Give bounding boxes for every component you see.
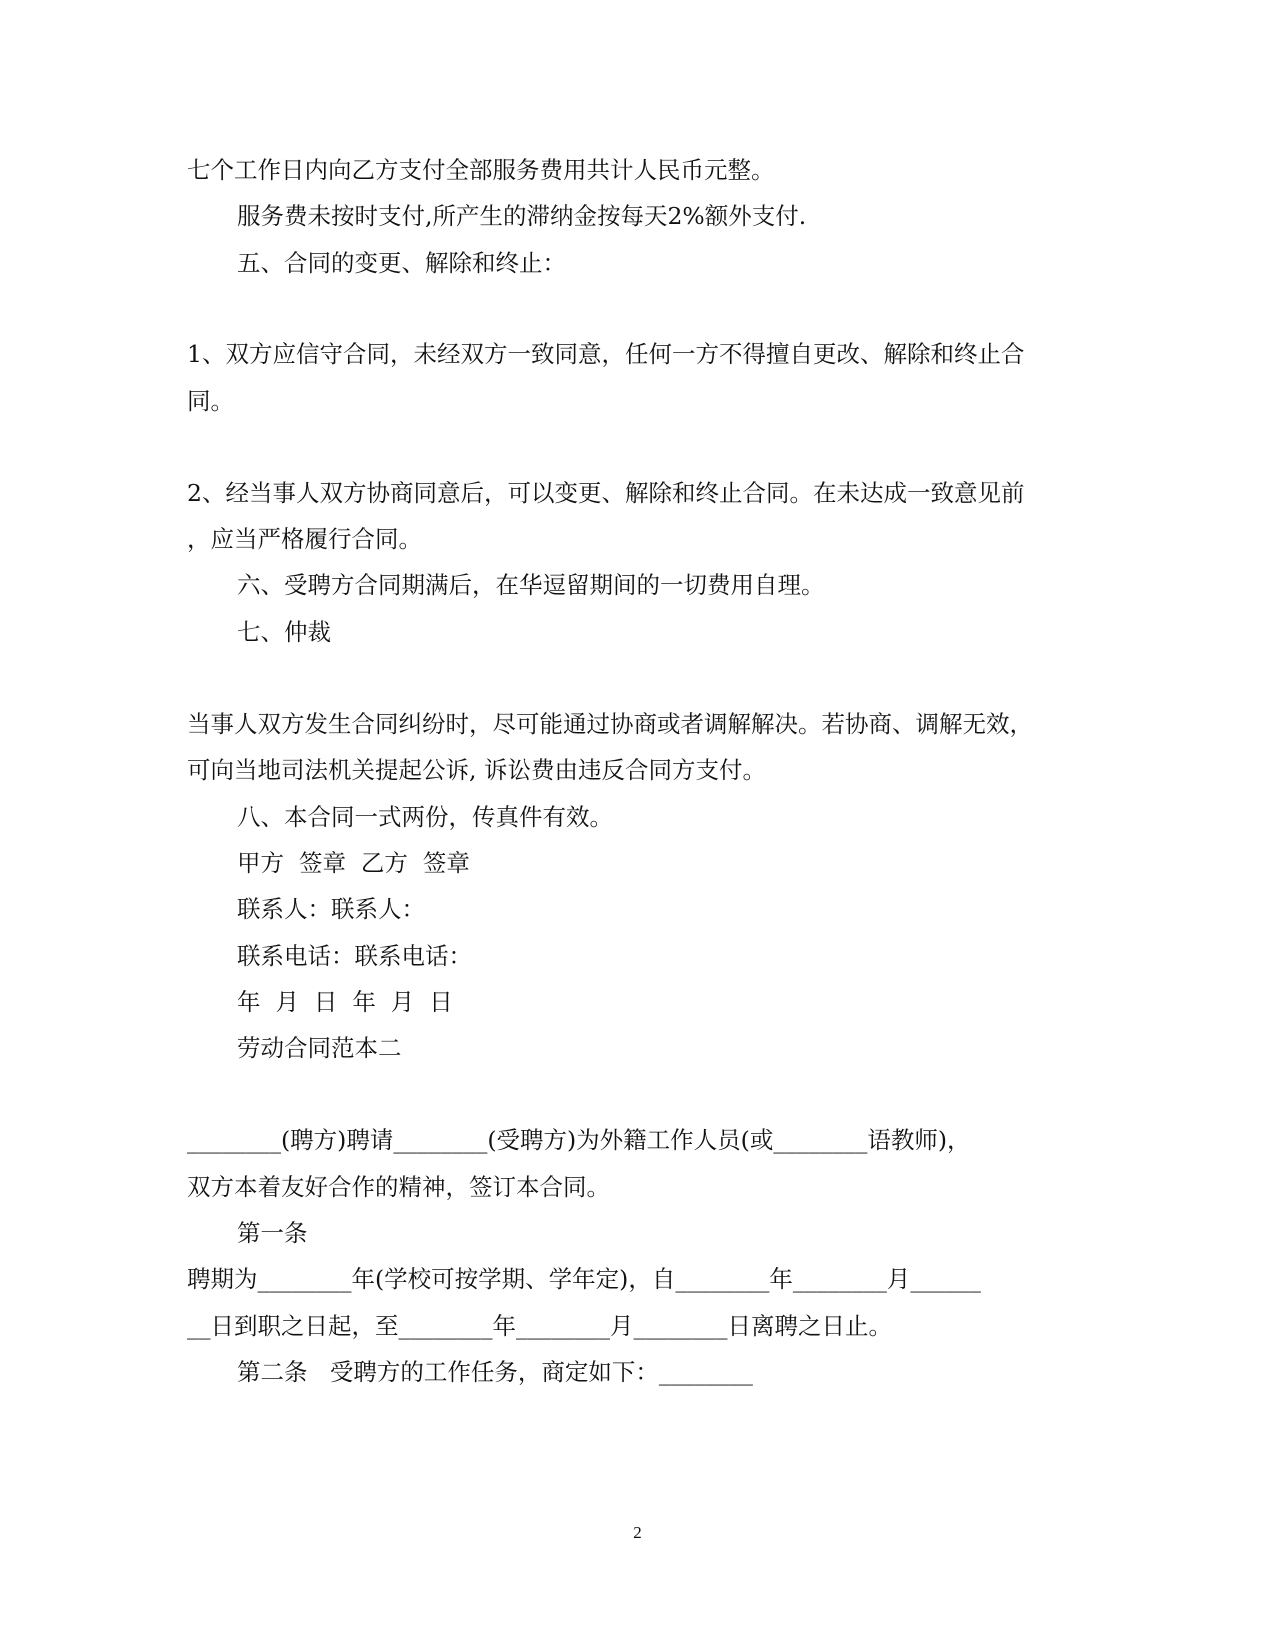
- phone-line: 联系电话：联系电话：: [237, 942, 472, 970]
- section-heading: 八、本合同一式两份，传真件有效。: [237, 803, 613, 831]
- text-line: 可向当地司法机关提起公诉, 诉讼费由违反合同方支付。: [187, 756, 766, 784]
- date-line: 年 月 日 年 月 日: [237, 988, 453, 1016]
- text-line: 聘期为________年(学校可按学期、学年定)，自________年________月______: [187, 1265, 981, 1293]
- section-heading: 六、受聘方合同期满后，在华逗留期间的一切费用自理。: [237, 571, 825, 599]
- page-number: 2: [633, 1523, 642, 1542]
- text-line: ，应当严格履行合同。: [187, 525, 422, 553]
- document-subtitle: 劳动合同范本二: [237, 1034, 402, 1062]
- text-line: 当事人双方发生合同纠纷时，尽可能通过协商或者调解解决。若协商、调解无效，: [187, 710, 1033, 738]
- article-heading: 第一条: [237, 1219, 308, 1247]
- text-line: 2、经当事人双方协商同意后，可以变更、解除和终止合同。在未达成一致意见前: [187, 479, 1025, 507]
- section-heading: 七、仲裁: [237, 618, 331, 646]
- text-line: ________(聘方)聘请________(受聘方)为外籍工作人员(或________语教师)，: [187, 1126, 971, 1154]
- text-line: 同。: [187, 387, 234, 415]
- text-line: 双方本着友好合作的精神，签订本合同。: [187, 1173, 610, 1201]
- contact-line: 联系人：联系人：: [237, 895, 425, 923]
- article-heading: 第二条 受聘方的工作任务，商定如下：________: [237, 1358, 753, 1386]
- signature-line: 甲方 签章 乙方 签章: [237, 849, 470, 877]
- text-line: __日到职之日起，至________年________月________日离聘之日止。: [187, 1312, 892, 1340]
- text-line: 1、双方应信守合同，未经双方一致同意，任何一方不得擅自更改、解除和终止合: [187, 340, 1025, 368]
- section-heading: 五、合同的变更、解除和终止：: [237, 249, 566, 277]
- text-line: 服务费未按时支付,所产生的滞纳金按每天2%额外支付.: [237, 202, 807, 230]
- text-line: 七个工作日内向乙方支付全部服务费用共计人民币元整。: [187, 156, 775, 184]
